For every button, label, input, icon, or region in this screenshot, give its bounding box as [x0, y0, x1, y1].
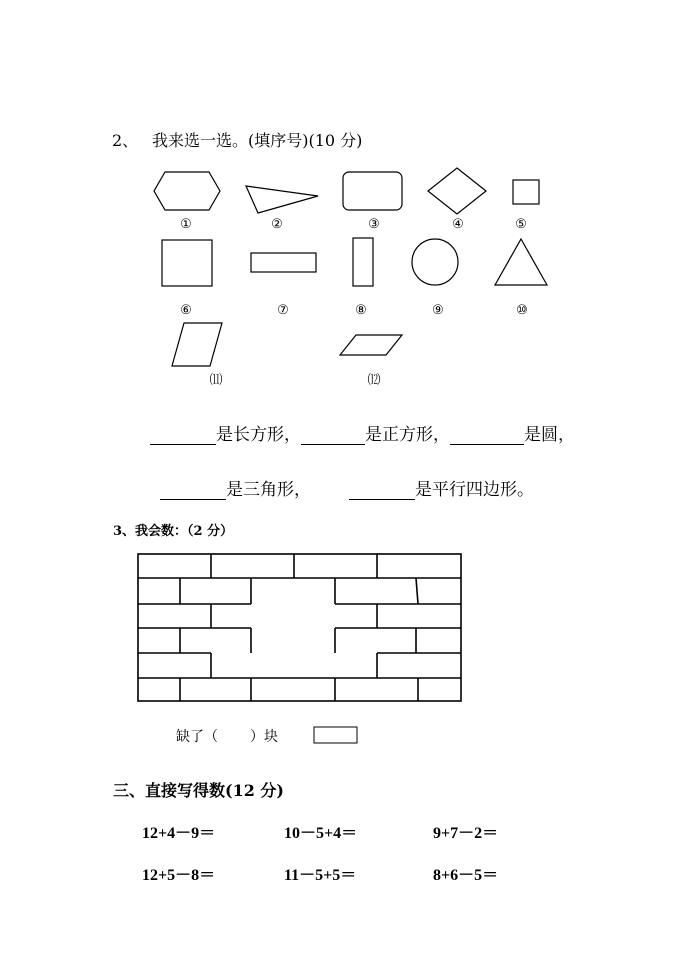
question-2-number: 2、	[112, 131, 139, 150]
problem-1-3: 9+7－2＝	[433, 825, 499, 842]
problem-2-3: 8+6－5＝	[433, 867, 499, 884]
shape-label-7: ⑦	[277, 303, 289, 318]
parallelogram-shape-flat	[340, 335, 402, 355]
circle-answer-blank[interactable]	[450, 426, 524, 445]
parallelogram-answer-label: 是平行四边形。	[415, 480, 534, 500]
square-answer-label: 是正方形，	[365, 425, 450, 445]
missing-bricks-question	[176, 726, 278, 746]
shape-label-11: ⑾	[209, 373, 223, 388]
problem-2-2: 11－5+5＝	[284, 867, 357, 884]
circle-answer-label: 是圆，	[524, 425, 575, 445]
section-iii-title: 三、直接写得数(12 分)	[113, 781, 284, 800]
long-rectangle-shape	[251, 253, 316, 272]
problem-1-1: 12+4－9＝	[142, 825, 216, 842]
shape-label-4: ④	[452, 217, 464, 232]
parallelogram-answer-blank[interactable]	[349, 481, 415, 500]
brick-wall	[0, 0, 688, 200]
question-3-title: 3、我会数：（2 分）	[113, 524, 234, 539]
shape-label-10: ⑩	[516, 303, 528, 318]
shape-label-1: ①	[180, 217, 192, 232]
missing-answer-box	[314, 727, 357, 743]
square-shape	[162, 240, 212, 286]
shape-label-9: ⑨	[432, 303, 444, 318]
square-answer-blank[interactable]	[301, 426, 365, 445]
shape-label-8: ⑧	[355, 303, 367, 318]
answer-line-2	[160, 475, 534, 500]
shape-label-12: ⑿	[367, 373, 381, 388]
circle-shape	[412, 239, 458, 285]
missing-text-end: ）块	[250, 729, 278, 745]
shape-label-2: ②	[271, 217, 283, 232]
shape-label-6: ⑥	[180, 303, 192, 318]
shape-label-3: ③	[368, 217, 380, 232]
answer-line-1	[150, 420, 575, 445]
parallelogram-shape-tall	[172, 323, 222, 366]
problem-1-2: 10－5+4＝	[284, 825, 358, 842]
tall-rectangle-shape	[353, 238, 373, 286]
triangle-shape	[495, 239, 547, 285]
question-2-title: 我来选一选。(填序号)(10 分)	[152, 131, 363, 150]
triangle-answer-blank[interactable]	[160, 481, 226, 500]
problem-2-1: 12+5－8＝	[142, 867, 216, 884]
rectangle-answer-blank[interactable]	[150, 426, 216, 445]
missing-text-start: 缺了（	[176, 729, 218, 745]
shape-label-5: ⑤	[515, 217, 527, 232]
rectangle-answer-label: 是长方形，	[216, 425, 301, 445]
triangle-answer-label: 是三角形，	[226, 480, 311, 500]
